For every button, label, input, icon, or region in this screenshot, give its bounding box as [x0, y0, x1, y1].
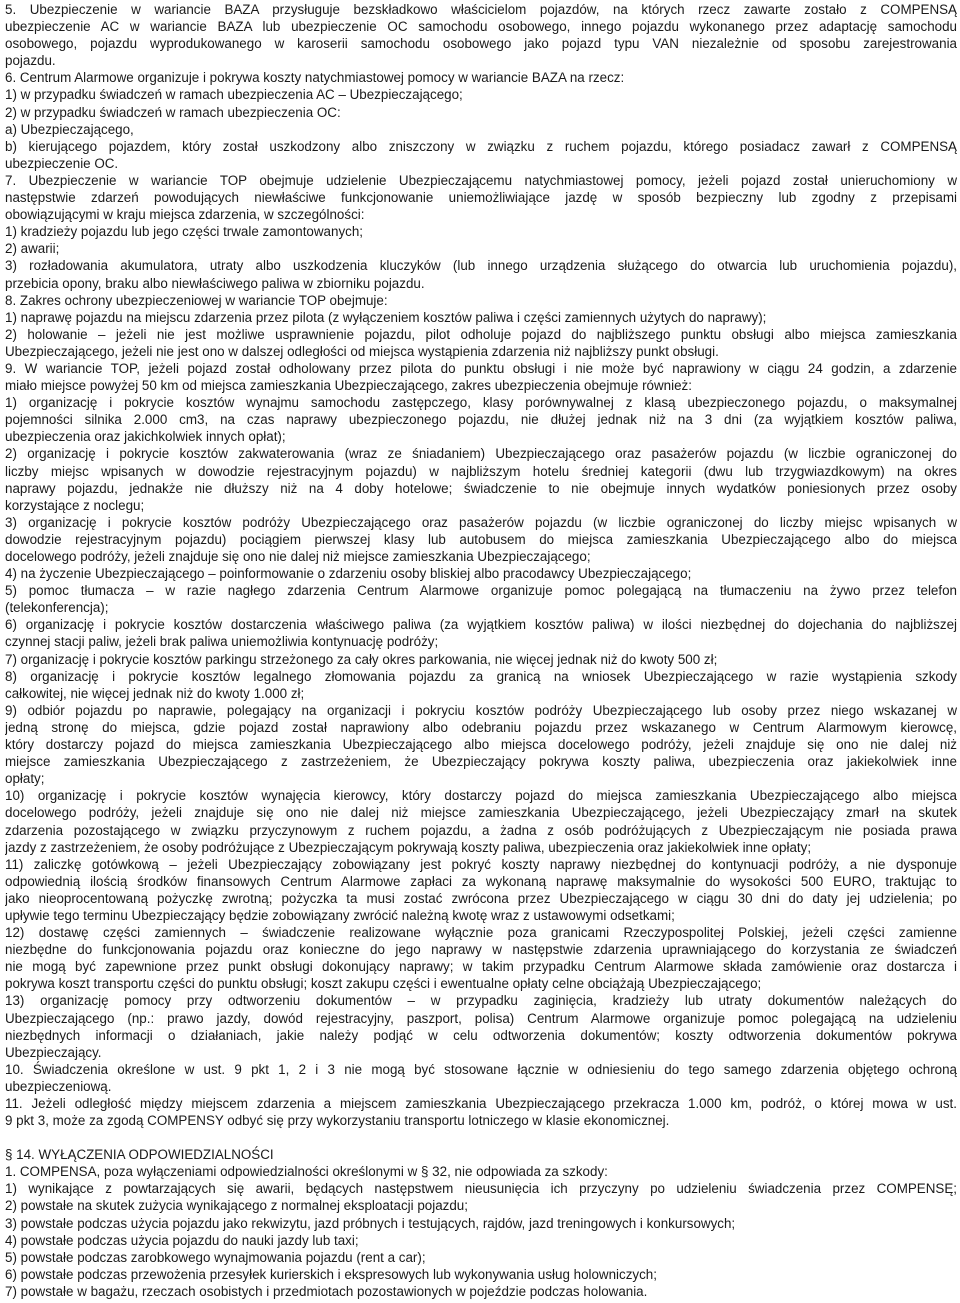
text-line: 9. W wariancie TOP, jeżeli pojazd został odholowany przez pilota do punktu obsługi i nie może być naprawiony w ciągu 24 godzin, a zdarzenie	[5, 360, 957, 376]
document-page	[5, 1, 957, 1300]
text-line: 9) odbiór pojazdu po naprawie, polegający na organizacji i pokryciu kosztów podróży Ubezpieczającego lub osoby przez niego wskazanej w	[5, 702, 957, 718]
text-line: pojazdu.	[5, 53, 56, 69]
text-line: dowodzie rejestracyjnym pojazdu) pociągiem pierwszej klasy lub autobusem do miejsca zamieszkania Ubezpieczającego albo do miejsca	[5, 531, 957, 547]
text-line: 7) powstałe w bagażu, rzeczach osobistych i przedmiotach pozostawionych w pojeździe podczas holowania.	[5, 1283, 648, 1299]
text-line: 5. Ubezpieczenie w wariancie BAZA przysługuje bezskładkowo właścicielom pojazdów, na których rzecz zawarte zostało z COMPENSĄ	[5, 2, 957, 17]
text-line: jako nieoprocentowaną pożyczkę zwrotną; pożyczka ta musi zostać zwrócona przez Ubezpieczającego w ciągu 30 dni do daty jej udzielenia; po	[5, 890, 957, 906]
text-line: 12) dostawę części zamiennych – świadczenie realizowane wyłącznie poza granicami Rzeczypospolitej Polskiej, jeżeli części zamienne	[5, 925, 957, 941]
text-line: 2) organizację i pokrycie kosztów zakwaterowania (wraz ze śniadaniem) Ubezpieczającego oraz pasażerów pojazdu (w liczbie ograniczonej do	[5, 446, 957, 462]
text-line: 7) organizację i pokrycie kosztów parkingu strzeżonego za cały okres parkowania, nie więcej jednak niż do kwoty 500 zł;	[5, 651, 718, 667]
text-line: (telekonferencja);	[5, 600, 109, 616]
text-line: Ubezpieczającego, jeżeli nie jest ono w dalszej odległości od miejsca wystąpienia zdarzenia niż najbliższy punkt obsługi.	[5, 343, 719, 359]
text-line: upływie tego terminu Ubezpieczający będzie zobowiązany zwrócić należną kwotę wraz z ustawowymi odsetkami;	[5, 907, 675, 923]
text-line: ubezpieczeniową.	[5, 1078, 112, 1094]
text-line: ubezpieczenie OC.	[5, 155, 119, 171]
text-line: 2) powstałe na skutek zużycia wynikającego z normalnej eksploatacji pojazdu;	[5, 1198, 468, 1214]
text-line: 11. Jeżeli odległość między miejscem zdarzenia a miejscem zamieszkania Ubezpieczającego przekracza 1.000 km, podróż, o której mowa w ust.	[5, 1096, 957, 1111]
text-line: liczby miejsc wpisanych w dowodzie rejestracyjnym pojazdu) w najbliższym hotelu średniej kategorii (dwu lub trzygwiazdkowym) na okres	[5, 463, 957, 479]
text-line: jedną stronę do miejsca, gdzie pojazd został naprawiony albo odebraniu pojazdu przez wskazanego w Centrum Alarmowym kierowcę,	[5, 719, 957, 735]
text-line: 10. Świadczenia określone w ust. 9 pkt 1, 2 i 3 nie mogą być stosowane łącznie w odniesieniu do tego samego zdarzenia objętego ochroną	[5, 1061, 957, 1077]
text-line: Ubezpieczający.	[5, 1044, 102, 1060]
blank-line	[5, 1129, 957, 1146]
text-line: a) Ubezpieczającego,	[5, 121, 134, 137]
text-line: 6. Centrum Alarmowe organizuje i pokrywa koszty natychmiastowej pomocy w wariancie BAZA na rzecz:	[5, 70, 625, 86]
text-line: 3) rozładowania akumulatora, utraty albo uszkodzenia kluczyków (lub innego urządzenia służącego do otwarcia lub uruchomienia pojazdu),	[5, 258, 957, 274]
text-line: pojemności silnika 2.000 cm3, na czas naprawy ubezpieczonego pojazdu, nie dłużej jednak niż na 3 dni (za wyjątkiem kosztów paliwa,	[5, 412, 957, 428]
text-line: ubezpieczenia oraz jakichkolwiek innych opłat);	[5, 429, 286, 445]
text-line: 2) holowanie – jeżeli nie jest możliwe usprawnienie pojazdu, pilot odholuje pojazd do najbliższego punktu obsługi albo miejsca zamieszkania	[5, 326, 957, 342]
text-line: czynnej stacji paliw, jeżeli brak paliwa uniemożliwia kontynuację podróży;	[5, 634, 439, 650]
text-line: miało miejsce powyżej 50 km od miejsca zamieszkania Ubezpieczającego, zakres ubezpieczenia obejmuje również:	[5, 378, 692, 394]
text-line: docelowego podróży, jeżeli znajduje się ono nie dalej niż miejsce zamieszkania Ubezpieczającego;	[5, 549, 591, 564]
text-line: jazdy z zastrzeżeniem, że osoby podróżujące z Ubezpieczającym pokrywają koszty paliwa, ubezpieczenia oraz jakiekolwiek inne opłaty;	[5, 839, 812, 855]
text-line: niezbędne do funkcjonowania pojazdu oraz konieczne do jego naprawy w następstwie zdarzenia uprawniającego do korzystania ze świadczeń	[5, 942, 957, 958]
text-line: § 14. WYŁĄCZENIA ODPOWIEDZIALNOŚCI	[5, 1147, 274, 1163]
text-line: docelowego podróży, jeżeli znajduje się ono nie dalej niż miejsce zamieszkania Ubezpieczającego, jeżeli Ubezpieczający zmarł na skutek	[5, 805, 957, 821]
text-line: 1) kradzieży pojazdu lub jego części trwale zamontowanych;	[5, 224, 364, 240]
text-line: miejsce zamieszkania Ubezpieczającego z zastrzeżeniem, że Ubezpieczający pokrywa koszty paliwa, ubezpieczenia oraz jakiekolwiek inne	[5, 754, 957, 770]
text-line: 3) organizację i pokrycie kosztów podróży Ubezpieczającego oraz pasażerów pojazdu (w liczbie ograniczonej do liczby miejsc wpisanych w	[5, 514, 957, 530]
text-line: naprawy pojazdu, jednakże nie dłuższy niż na 4 doby hotelowe; świadczenie to nie obejmuje innych wydatków poniesionych przez osoby	[5, 480, 957, 496]
text-line: 1) organizację i pokrycie kosztów wynajmu samochodu zastępczego, klasy porównywalnej z klasą ubezpieczonego pojazdu, o maksymalnej	[5, 395, 957, 411]
text-line: 1. COMPENSA, poza wyłączeniami odpowiedzialności określonymi w § 32, nie odpowiada za szkody:	[5, 1164, 608, 1180]
text-line: 5) pomoc tłumacza – w razie nagłego zdarzenia Centrum Alarmowe organizuje pomoc polegającą na tłumaczeniu na żywo przez telefon	[5, 583, 957, 599]
text-line: przebicia opony, braku albo niewłaściwego paliwa w zbiorniku pojazdu.	[5, 275, 425, 291]
text-line: 13) organizację pomocy przy odtworzeniu dokumentów – w przypadku zaginięcia, kradzieży lub utraty dokumentów należących do	[5, 993, 957, 1009]
text-line: b) kierującego pojazdem, który został uszkodzony albo zniszczony w związku z ruchem pojazdu, którego posiadacz zawarł z COMPENSĄ	[5, 138, 957, 154]
text-line: 11) zaliczkę gotówkową – jeżeli Ubezpieczający zobowiązany jest pokryć koszty naprawy niezbędnej do kontynuacji podróży, a nie dysponuje	[5, 856, 957, 872]
text-line: obowiązującymi w kraju miejsca zdarzenia, w szczególności:	[5, 207, 365, 223]
text-line: 8. Zakres ochrony ubezpieczeniowej w wariancie TOP obejmuje:	[5, 292, 388, 308]
text-line: całkowitej, nie więcej jednak niż do kwoty 1.000 zł;	[5, 685, 305, 701]
text-line: Ubezpieczającego (np.: prawo jazdy, dowód rejestracyjny, paszport, polisa) Centrum Alarmowe organizuje pomoc polegającą na udzieleniu	[5, 1010, 957, 1026]
text-line: 3) powstałe podczas użycia pojazdu jako rekwizytu, jazd próbnych i testujących, rajdów, jazd treningowych i konkursowych;	[5, 1215, 736, 1231]
text-line: 2) w przypadku świadczeń w ramach ubezpieczenia OC:	[5, 104, 341, 120]
text-line: 4) powstałe podczas użycia pojazdu do nauki jazdy lub taxi;	[5, 1232, 359, 1248]
text-line: nie mogą być zapewnione przez punkt obsługi dokonujący naprawy; w takim przypadku Centrum Alarmowe składa zamówienie oraz dostarcza i	[5, 959, 957, 975]
text-line: opłaty;	[5, 771, 45, 787]
text-line: ubezpieczenie AC w wariancie BAZA lub ubezpieczenie OC samochodu osobowego, innego pojazdu wykonanego przez adaptację samochodu	[5, 19, 957, 35]
text-line: 1) w przypadku świadczeń w ramach ubezpieczenia AC – Ubezpieczającego;	[5, 87, 463, 103]
text-line: odpowiednią ilością środków finansowych Centrum Alarmowe zapłaci za wykonaną naprawę maksymalnie do wysokości 500 EURO, traktując to	[5, 873, 957, 889]
text-line: pokrywa koszt transportu części do punktu obsługi; koszt zakupu części i ewentualne opłaty celne obciążają Ubezpieczającego;	[5, 976, 762, 992]
text-line: 9 pkt 3, może za zgodą COMPENSY odbyć się przy wykorzystaniu transportu lotniczego w klasie ekonomicznej.	[5, 1113, 670, 1129]
text-line: który dostarczy pojazd do miejsca zamieszkania Ubezpieczającego albo miejsca docelowego podróży, jeżeli znajduje się ono nie dalej niż	[5, 737, 957, 753]
text-line: 2) awarii;	[5, 241, 60, 257]
text-line: 1) naprawę pojazdu na miejscu zdarzenia przez pilota (z wyłączeniem kosztów paliwa i części zamiennych użytych do naprawy);	[5, 309, 767, 325]
text-line: następstwie zdarzeń powodujących niewłaściwe funkcjonowanie uniemożliwiające jazdę w sposób bezpieczny lub zgodny z przepisami	[5, 190, 957, 206]
text-line: 8) organizację i pokrycie kosztów legalnego złomowania pojazdu za granicą na wniosek Ubezpieczającego w razie wystąpienia szkody	[5, 668, 957, 684]
text-line: 7. Ubezpieczenie w wariancie TOP obejmuje udzielenie Ubezpieczającemu natychmiastowej pomocy, jeżeli pojazd został unieruchomiony w	[5, 172, 957, 188]
text-line: niezbędnych informacji o działaniach, jakie należy podjąć w celu odtworzenia dokumentów; koszty odtworzenia dokumentów pokrywa	[5, 1027, 957, 1043]
text-line: 4) na życzenie Ubezpieczającego – poinformowanie o zdarzeniu osoby bliskiej albo pracodawcy Ubezpieczającego;	[5, 566, 692, 582]
text-line: 6) organizację i pokrycie kosztów dostarczenia właściwego paliwa (za wyjątkiem kosztów paliwa) w ilości niezbędnej do dojechania do najbliższej	[5, 617, 957, 633]
text-line: 6) powstałe podczas przewożenia przesyłek kurierskich i ekspresowych lub wykonywania usług holowniczych;	[5, 1266, 657, 1282]
text-line: 1) wynikające z powtarzających się awarii, będących następstwem nieusunięcia ich przyczyny po udzieleniu świadczenia przez COMPENSĘ;	[5, 1181, 957, 1197]
text-line: 5) powstałe podczas zarobkowego wynajmowania pojazdu (rent a car);	[5, 1249, 426, 1265]
text-line: 10) organizację i pokrycie kosztów wynajęcia kierowcy, który dostarczy pojazd do miejsca zamieszkania Ubezpieczającego albo miejsca	[5, 788, 957, 804]
text-line: osobowego, pojazdu wyprodukowanego w karoserii samochodu osobowego jako pojazd typu VAN niezależnie od sposobu zarejestrowania	[5, 36, 957, 52]
text-line: korzystające z noclegu;	[5, 497, 145, 513]
text-line: zdarzenia pozostającego w związku przyczynowym z ruchem pojazdu, a żadna z osób podróżujących z Ubezpieczającym nie posiada prawa	[5, 822, 957, 838]
